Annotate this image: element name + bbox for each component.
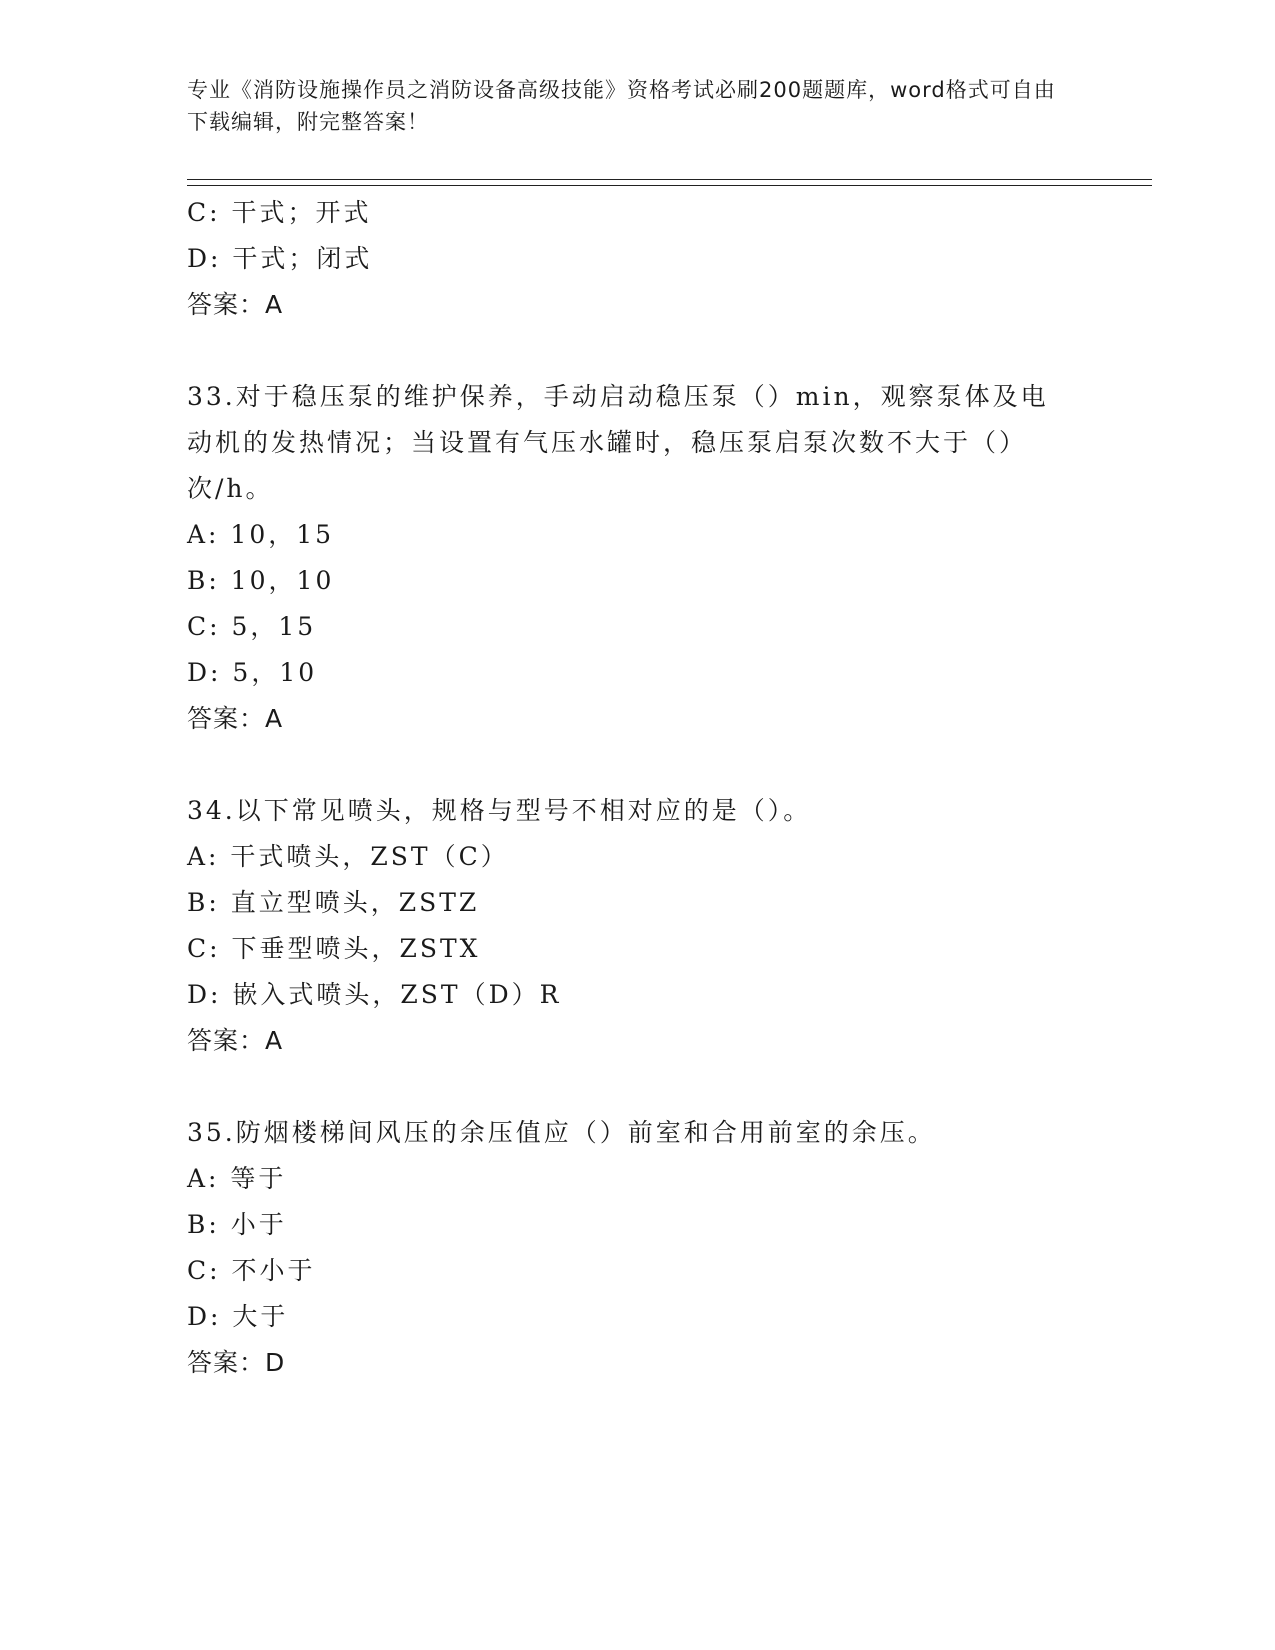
question-text-line-3: 次/h。: [187, 474, 274, 503]
question-block-32: [187, 190, 1087, 328]
header-divider-bottom: [187, 185, 1152, 186]
question-text: 35.防烟楼梯间风压的余压值应（）前室和合用前室的余压。: [187, 1118, 936, 1147]
question-block-35: [187, 1110, 1087, 1386]
answer-line: 答案：A: [187, 704, 284, 733]
option-b: B: 小于: [187, 1210, 287, 1239]
answer-line: 答案：A: [187, 1026, 284, 1055]
option-d: D: 干式；闭式: [187, 244, 373, 273]
option-c: C: 下垂型喷头，ZSTX: [187, 934, 481, 963]
question-block-33: [187, 374, 1087, 742]
question-text-line-1: 33.对于稳压泵的维护保养，手动启动稳压泵（）min，观察泵体及电: [187, 382, 1049, 411]
question-block-34: [187, 788, 1087, 1064]
option-c: C: 干式；开式: [187, 198, 372, 227]
header-divider-top: [187, 179, 1152, 180]
question-text-line-2: 动机的发热情况；当设置有气压水罐时，稳压泵启泵次数不大于（）: [187, 428, 1028, 457]
answer-line: 答案：D: [187, 1348, 286, 1377]
question-spacer: [187, 742, 1087, 788]
question-text: 34.以下常见喷头，规格与型号不相对应的是（）。: [187, 796, 812, 825]
question-list: [187, 190, 1087, 1386]
answer-line: 答案：A: [187, 290, 284, 319]
option-a: A: 10，15: [187, 520, 335, 549]
option-d: D: 大于: [187, 1302, 289, 1331]
document-header: 专业《消防设施操作员之消防设备高级技能》资格考试必刷200题题库，word格式可自由下载编辑，附完整答案！: [187, 78, 1056, 134]
question-spacer: [187, 328, 1087, 374]
option-a: A: 干式喷头，ZST（C）: [187, 842, 509, 871]
option-b: B: 10，10: [187, 566, 335, 595]
option-a: A: 等于: [187, 1164, 287, 1193]
option-c: C: 5，15: [187, 612, 317, 641]
option-b: B: 直立型喷头，ZSTZ: [187, 888, 480, 917]
option-d: D: 5，10: [187, 658, 318, 687]
option-c: C: 不小于: [187, 1256, 316, 1285]
question-spacer: [187, 1064, 1087, 1110]
option-d: D: 嵌入式喷头，ZST（D）R: [187, 980, 562, 1009]
